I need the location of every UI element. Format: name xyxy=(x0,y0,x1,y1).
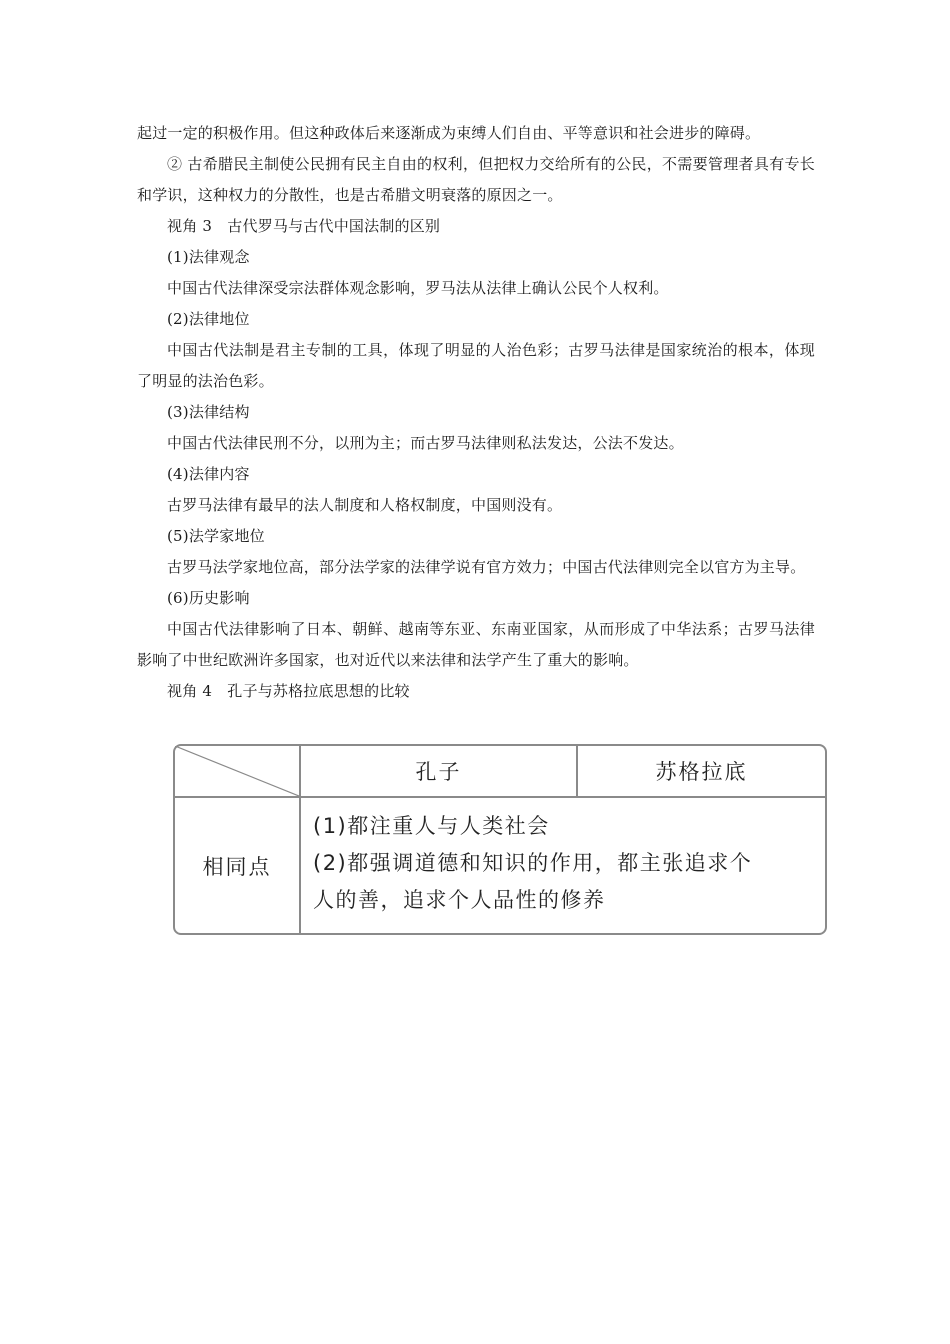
table-header-confucius: 孔子 xyxy=(301,746,578,796)
table-header-socrates: 苏格拉底 xyxy=(655,760,748,784)
subheading-legal-concept: (1)法律观念 xyxy=(167,248,250,266)
section-heading-perspective-4: 视角 4 孔子与苏格拉底思想的比较 xyxy=(167,682,410,700)
paragraph-continuation: 起过一定的积极作用。但这种政体后来逐渐成为束缚人们自由、平等意识和社会进步的障碍。 xyxy=(137,124,761,142)
table-row-line: (2)都强调道德和知识的作用，都主张追求个 xyxy=(313,851,753,875)
table-row-line: (1)都注重人与人类社会 xyxy=(313,814,550,838)
subheading-legal-structure: (3)法律结构 xyxy=(167,403,250,421)
section-heading-perspective-3: 视角 3 古代罗马与古代中国法制的区别 xyxy=(167,217,441,235)
paragraph-greek-democracy: ② 古希腊民主制使公民拥有民主自由的权利，但把权力交给所有的公民，不需要管理者具有专长和学识，这种权力的分散性，也是古希腊文明衰落的原因之一。 xyxy=(137,155,815,204)
table-row-content xyxy=(313,808,818,919)
subheading-historical-influence: (6)历史影响 xyxy=(167,589,250,607)
subheading-legal-status: (2)法律地位 xyxy=(167,310,250,328)
table-corner-cell xyxy=(175,746,301,796)
paragraph-legal-status: 中国古代法制是君主专制的工具，体现了明显的人治色彩；古罗马法律是国家统治的根本，体现了明显的法治色彩。 xyxy=(137,341,815,390)
subheading-jurist-status: (5)法学家地位 xyxy=(167,527,265,545)
body-text xyxy=(137,118,815,707)
table-row-label: 相同点 xyxy=(175,798,301,933)
paragraph-legal-content: 古罗马法律有最早的法人制度和人格权制度，中国则没有。 xyxy=(167,496,563,514)
table-row-line: 人的善，追求个人品性的修养 xyxy=(313,888,606,912)
diagonal-line-icon xyxy=(175,746,299,796)
comparison-table xyxy=(173,744,827,935)
paragraph-legal-concept: 中国古代法律深受宗法群体观念影响，罗马法从法律上确认公民个人权利。 xyxy=(167,279,669,297)
paragraph-jurist-status: 古罗马法学家地位高，部分法学家的法律学说有官方效力；中国古代法律则完全以官方为主导。 xyxy=(167,558,806,576)
subheading-legal-content: (4)法律内容 xyxy=(167,465,250,483)
paragraph-historical-influence: 中国古代法律影响了日本、朝鲜、越南等东亚、东南亚国家，从而形成了中华法系；古罗马法律影响了中世纪欧洲许多国家，也对近代以来法律和法学产生了重大的影响。 xyxy=(137,620,815,669)
table-header-row xyxy=(175,746,825,798)
paragraph-legal-structure: 中国古代法律民刑不分，以刑为主；而古罗马法律则私法发达，公法不发达。 xyxy=(167,434,684,452)
